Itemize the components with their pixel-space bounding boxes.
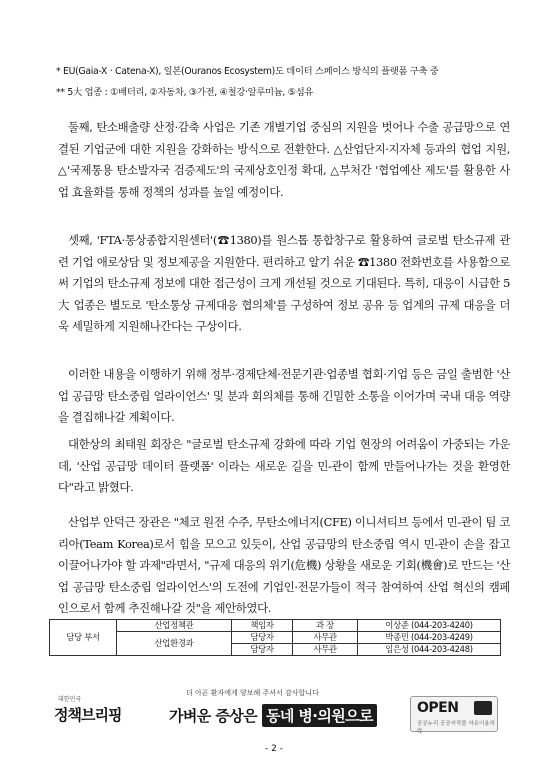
logo-country-label: 대한민국 [58, 696, 82, 703]
table-row [50, 620, 501, 632]
clinic-campaign-ad [148, 688, 398, 736]
dept-cell: 산업정책관 [117, 620, 232, 632]
ad-text: 가벼운 증상은 [169, 706, 257, 725]
person-cell: 이상준 (044-203-4240) [358, 620, 501, 632]
person-cell: 임은성 (044-203-4248) [358, 644, 501, 656]
open-label: OPEN [417, 700, 459, 716]
page-number: - 2 - [265, 744, 283, 754]
open-sub-label: 공공누리 공공저작물 자유이용허락 [417, 721, 495, 735]
ad-highlight: 동네 병·의원으로 [262, 704, 377, 727]
ad-headline [150, 700, 396, 730]
table-row [50, 632, 501, 644]
ad-caption: 더 아픈 환자에게 양보해 주셔서 감사합니다 [186, 689, 319, 697]
paragraph-third: 셋째, 'FTA·통상종합지원센터'(☎1380)를 원스톱 통합창구로 활용하여 글로벌 탄소규제 관련 기업 애로상담 및 정보제공을 지원한다. 편리하고 알기 쉬운 ☎1380 전화번호를 사용함으로써 기업의 탄소규제 정보에 대한 접근성이 크게 개선될 것으로 기대된다. 특히, 대응이 시급한 5大 업종은 별도로 '탄소통상 규제대응 협의체'를 구성하여 정보 공유 등 업계의 규제 대응을 더욱 세밀하게 지원해나간다는 구상이다. [58, 233, 510, 333]
footnote-industries: ** 5大 업종 : ①배터리, ②자동차, ③가전, ④철강·알루미늄, ⑤섬유 [56, 87, 314, 98]
open-license-icon [474, 701, 492, 715]
role-cell: 담당자 [232, 644, 293, 656]
footer-banner [48, 688, 500, 736]
paragraph-alliance: 이러한 내용을 이행하기 위해 정부·경제단체·전문기관·업종별 협회·기업 등은 금일 출범한 '산업 공급망 탄소중립 얼라이언스' 및 분과 회의체를 통해 긴밀한 소통을 이어가며 국내 대응 역량을 결집해나갈 계획이다. [58, 367, 510, 424]
policy-briefing-logo [54, 694, 132, 730]
contact-table [49, 619, 501, 656]
title-cell: 사무관 [293, 644, 358, 656]
person-cell: 박종민 (044-203-4249) [358, 632, 501, 644]
title-cell: 과 장 [293, 620, 358, 632]
paragraph-second: 둘째, 탄소배출량 산정·감축 사업은 기존 개별기업 중심의 지원을 벗어나 수출 공급망으로 연결된 기업군에 대한 지원을 강화하는 방식으로 전환한다. △산업단지·지자체 등과의 협업 지원, △'국제통용 탄소발자국 검증제도'의 국제상호인정 확대, △부처간 '협업예산 제도'를 활용한 사업 효율화를 통해 정책의 성과를 높일 예정이다. [58, 120, 510, 199]
dept-cell: 산업환경과 [117, 632, 232, 656]
title-cell: 사무관 [293, 632, 358, 644]
footnote-eu: * EU(Gaia-X · Catena-X), 일본(Ouranos Ecosystem)도 데이터 스페이스 방식의 플랫폼 구축 중 [56, 66, 439, 77]
dept-header-cell: 담당 부서 [50, 620, 117, 656]
logo-title: 정책브리핑 [54, 706, 122, 724]
paragraph-minister-quote: 산업부 안덕근 장관은 "체코 원전 수주, 무탄소에너지(CFE) 이니셔티브 등에서 민-관이 팀 코리아(Team Korea)로서 힘을 모으고 있듯이, 산업 공급망의 탄소중립 역시 민-관이 손을 잡고 이끌어나가야 할 과제"라면서, "규제 대응의 위기(危機) 상황을 새로운 기회(機會)로 만드는 '산업 공급망 탄소중립 얼라이언스'의 도전에 기업인·전문가들이 적극 참여하여 산업 혁신의 캠페인으로서 함께 추진해나갈 것"을 제안하였다. [58, 515, 510, 615]
role-cell: 담당자 [232, 632, 293, 644]
paragraph-chamber-quote: 대한상의 최태원 회장은 "글로벌 탄소규제 강화에 따라 기업 현장의 어려움이 가중되는 가운데, '산업 공급망 데이터 플랫폼' 이라는 새로운 길을 민-관이 함께 만들어나가는 것을 환영한다"라고 밝혔다. [58, 437, 510, 494]
kogl-open-badge [410, 696, 498, 735]
role-cell: 책임자 [232, 620, 293, 632]
